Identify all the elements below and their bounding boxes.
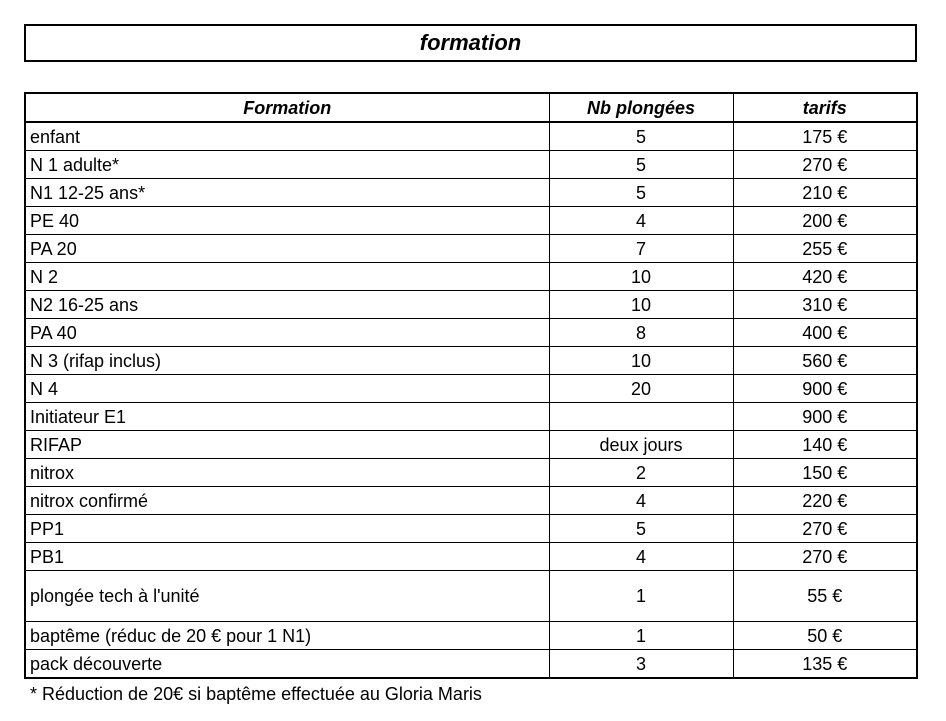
cell-nb-plongees: 4 bbox=[549, 487, 733, 515]
table-row bbox=[25, 650, 917, 679]
cell-formation: N 1 adulte* bbox=[25, 151, 549, 179]
table-row bbox=[25, 207, 917, 235]
cell-nb-plongees: 5 bbox=[549, 151, 733, 179]
cell-nb-plongees: 20 bbox=[549, 375, 733, 403]
table-row bbox=[25, 459, 917, 487]
cell-nb-plongees: 5 bbox=[549, 179, 733, 207]
table-row bbox=[25, 235, 917, 263]
footnote: * Réduction de 20€ si baptême effectuée au Gloria Maris bbox=[30, 684, 482, 704]
table-row bbox=[25, 403, 917, 431]
cell-nb-plongees: 10 bbox=[549, 263, 733, 291]
cell-nb-plongees: 2 bbox=[549, 459, 733, 487]
cell-nb-plongees: 4 bbox=[549, 543, 733, 571]
table-row bbox=[25, 375, 917, 403]
cell-nb-plongees: 7 bbox=[549, 235, 733, 263]
pricing-table bbox=[24, 92, 918, 679]
cell-formation: N1 12-25 ans* bbox=[25, 179, 549, 207]
cell-tarif: 270 € bbox=[733, 515, 917, 543]
cell-tarif: 210 € bbox=[733, 179, 917, 207]
cell-formation: PA 40 bbox=[25, 319, 549, 347]
cell-formation: Initiateur E1 bbox=[25, 403, 549, 431]
cell-formation: PP1 bbox=[25, 515, 549, 543]
table-row bbox=[25, 515, 917, 543]
cell-formation: pack découverte bbox=[25, 650, 549, 679]
cell-formation: RIFAP bbox=[25, 431, 549, 459]
cell-tarif: 310 € bbox=[733, 291, 917, 319]
cell-formation: N 4 bbox=[25, 375, 549, 403]
table-row bbox=[25, 571, 917, 622]
cell-tarif: 135 € bbox=[733, 650, 917, 679]
cell-formation: enfant bbox=[25, 122, 549, 151]
table-row bbox=[25, 122, 917, 151]
cell-formation: N 3 (rifap inclus) bbox=[25, 347, 549, 375]
cell-tarif: 270 € bbox=[733, 543, 917, 571]
cell-formation: PB1 bbox=[25, 543, 549, 571]
cell-nb-plongees: 8 bbox=[549, 319, 733, 347]
table-row bbox=[25, 431, 917, 459]
cell-nb-plongees: 1 bbox=[549, 571, 733, 622]
cell-tarif: 140 € bbox=[733, 431, 917, 459]
table-header-row bbox=[25, 93, 917, 122]
cell-formation: nitrox bbox=[25, 459, 549, 487]
cell-formation: N 2 bbox=[25, 263, 549, 291]
cell-formation: N2 16-25 ans bbox=[25, 291, 549, 319]
cell-tarif: 270 € bbox=[733, 151, 917, 179]
cell-tarif: 420 € bbox=[733, 263, 917, 291]
cell-nb-plongees: 10 bbox=[549, 347, 733, 375]
cell-tarif: 255 € bbox=[733, 235, 917, 263]
cell-tarif: 220 € bbox=[733, 487, 917, 515]
cell-formation: PE 40 bbox=[25, 207, 549, 235]
table-row bbox=[25, 179, 917, 207]
table-row bbox=[25, 487, 917, 515]
cell-nb-plongees: 1 bbox=[549, 622, 733, 650]
cell-formation: plongée tech à l'unité bbox=[25, 571, 549, 622]
cell-nb-plongees: 10 bbox=[549, 291, 733, 319]
table-row bbox=[25, 319, 917, 347]
cell-tarif: 50 € bbox=[733, 622, 917, 650]
table-row bbox=[25, 291, 917, 319]
table-row bbox=[25, 347, 917, 375]
cell-nb-plongees: 3 bbox=[549, 650, 733, 679]
table-row bbox=[25, 151, 917, 179]
cell-nb-plongees: 5 bbox=[549, 122, 733, 151]
cell-tarif: 900 € bbox=[733, 375, 917, 403]
cell-tarif: 150 € bbox=[733, 459, 917, 487]
cell-tarif: 560 € bbox=[733, 347, 917, 375]
cell-nb-plongees: 5 bbox=[549, 515, 733, 543]
cell-formation: nitrox confirmé bbox=[25, 487, 549, 515]
cell-nb-plongees: 4 bbox=[549, 207, 733, 235]
cell-tarif: 400 € bbox=[733, 319, 917, 347]
table-row bbox=[25, 543, 917, 571]
cell-formation: PA 20 bbox=[25, 235, 549, 263]
cell-tarif: 200 € bbox=[733, 207, 917, 235]
cell-nb-plongees: deux jours bbox=[549, 431, 733, 459]
page-title: formation bbox=[24, 24, 917, 62]
cell-nb-plongees bbox=[549, 403, 733, 431]
column-header-tarifs: tarifs bbox=[733, 93, 917, 122]
column-header-nb-plongees: Nb plongées bbox=[549, 93, 733, 122]
cell-tarif: 175 € bbox=[733, 122, 917, 151]
column-header-formation: Formation bbox=[25, 93, 549, 122]
table-row bbox=[25, 263, 917, 291]
cell-tarif: 55 € bbox=[733, 571, 917, 622]
cell-tarif: 900 € bbox=[733, 403, 917, 431]
table-body bbox=[25, 122, 917, 678]
cell-formation: baptême (réduc de 20 € pour 1 N1) bbox=[25, 622, 549, 650]
table-row bbox=[25, 622, 917, 650]
